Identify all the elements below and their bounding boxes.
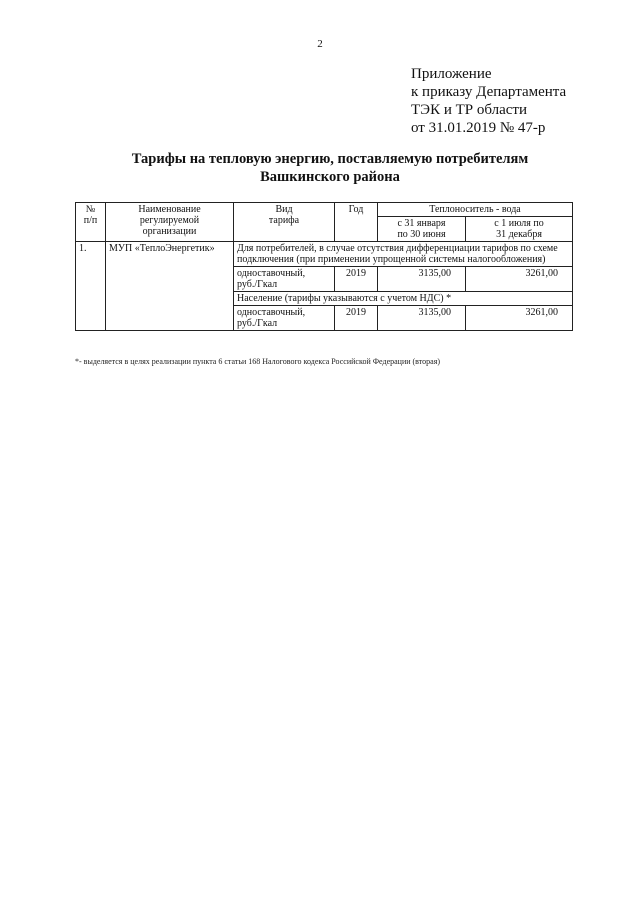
header-text: п/п <box>83 215 98 226</box>
table-row <box>76 242 573 267</box>
header-text: по 30 июня <box>397 229 446 240</box>
tariff-year: 2019 <box>335 306 378 331</box>
tariff-type <box>234 306 335 331</box>
header-tariff-type <box>234 203 335 242</box>
header-period-2 <box>466 217 573 242</box>
header-text: организации <box>142 226 197 237</box>
header-text: Наименование <box>138 204 201 215</box>
tariff-unit-text: руб./Гкал <box>237 318 278 329</box>
footnote: *- выделяется в целях реализации пункта 6 статьи 168 Налогового кодекса Российской Федерации (вторая) <box>75 357 441 366</box>
header-text: регулируемой <box>139 215 200 226</box>
tariff-table <box>75 202 573 331</box>
header-text: с 1 июля по <box>494 218 544 229</box>
tariff-value-period-1: 3135,00 <box>378 306 466 331</box>
row-number: 1. <box>76 242 106 331</box>
header-text: № <box>85 204 96 215</box>
section-population: Население (тарифы указываются с учетом НДС) * <box>234 292 573 306</box>
header-text: 31 декабря <box>496 229 542 240</box>
tariff-type-text: одноставочный, <box>237 268 306 279</box>
header-text: с 31 января <box>397 218 446 229</box>
title-line: Тарифы на тепловую энергию, поставляемую потребителям <box>131 151 529 167</box>
title-line: Вашкинского района <box>260 169 400 185</box>
header-year: Год <box>335 203 378 242</box>
header-number <box>76 203 106 242</box>
tariff-value-period-2: 3261,00 <box>466 267 573 292</box>
appendix-line: от 31.01.2019 № 47-р <box>411 120 546 136</box>
tariff-value-period-2: 3261,00 <box>466 306 573 331</box>
header-organization <box>106 203 234 242</box>
header-text: тарифа <box>268 215 300 226</box>
appendix-line: ТЭК и ТР области <box>411 102 527 118</box>
header-period-1 <box>378 217 466 242</box>
organization-name: МУП «ТеплоЭнергетик» <box>106 242 234 331</box>
header-text: Вид <box>275 204 293 215</box>
appendix-line: к приказу Департамента <box>411 84 567 100</box>
appendix-block <box>411 65 566 137</box>
appendix-line: Приложение <box>411 66 492 82</box>
table-header-row <box>76 203 573 217</box>
header-heat-carrier: Теплоноситель - вода <box>378 203 573 217</box>
document-title <box>0 150 640 186</box>
tariff-value-period-1: 3135,00 <box>378 267 466 292</box>
tariff-unit-text: руб./Гкал <box>237 279 278 290</box>
section-consumers: Для потребителей, в случае отсутствия дифференциации тарифов по схеме подключения (при применении упрощенной системы налогообложения) <box>234 242 573 267</box>
tariff-year: 2019 <box>335 267 378 292</box>
page-number: 2 <box>317 38 323 50</box>
tariff-type <box>234 267 335 292</box>
tariff-type-text: одноставочный, <box>237 307 306 318</box>
